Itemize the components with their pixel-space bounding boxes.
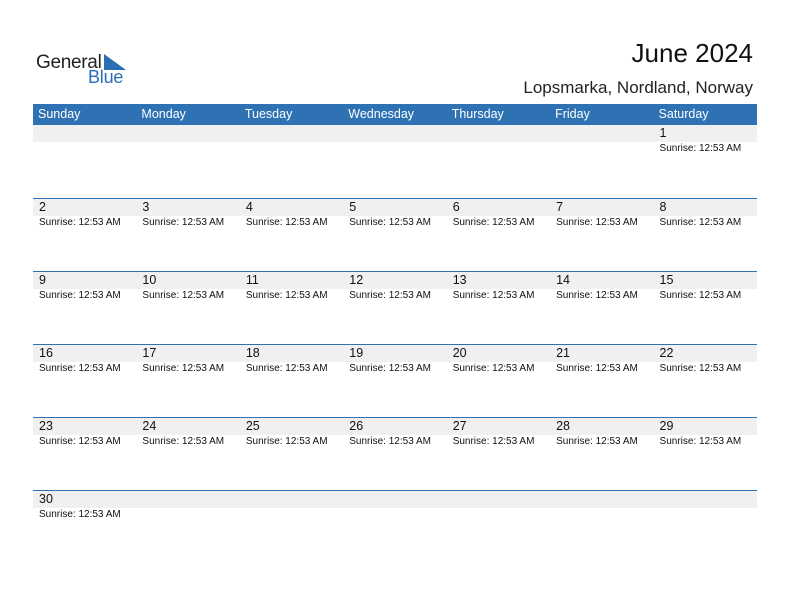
weekday-friday: Friday (555, 107, 590, 121)
day-cell (240, 272, 343, 344)
day-number: 18 (245, 346, 260, 360)
day-number: 8 (659, 200, 667, 214)
day-cell (447, 199, 550, 271)
day-number: 24 (142, 419, 157, 433)
day-cell (550, 418, 653, 490)
day-number: 30 (39, 492, 53, 506)
day-cell (550, 345, 653, 417)
empty-day-cell (447, 125, 550, 198)
weekday-tuesday: Tuesday (244, 107, 293, 121)
day-number: 9 (39, 273, 46, 287)
day-number: 10 (142, 273, 157, 287)
weekday-sunday: Sunday (38, 107, 81, 121)
sunrise-time: Sunrise: 12:53 AM (556, 217, 638, 228)
day-number: 16 (39, 346, 53, 360)
location-subtitle: Lopsmarka, Nordland, Norway (523, 78, 753, 97)
week-grid (33, 199, 757, 271)
week-grid (33, 272, 757, 344)
sunrise-time: Sunrise: 12:53 AM (245, 363, 328, 374)
week-grid (33, 418, 757, 490)
empty-day-cell (343, 491, 446, 563)
calendar-week-row (33, 490, 757, 563)
day-cell (136, 345, 239, 417)
day-number: 12 (349, 273, 364, 287)
empty-day-cell (240, 125, 343, 198)
day-number: 28 (556, 419, 571, 433)
logo-text-blue: Blue (88, 67, 124, 87)
day-cell (343, 345, 446, 417)
calendar-week-row (33, 125, 757, 198)
day-cell (654, 345, 757, 417)
sunrise-time: Sunrise: 12:53 AM (349, 217, 431, 228)
day-cell (240, 418, 343, 490)
day-number: 29 (659, 419, 674, 433)
sunrise-time: Sunrise: 12:53 AM (142, 436, 225, 447)
day-cell (550, 272, 653, 344)
day-number: 6 (452, 200, 460, 214)
day-number: 3 (142, 200, 150, 214)
day-cell (240, 345, 343, 417)
empty-day-cell (447, 491, 550, 563)
day-cell (33, 491, 136, 563)
day-number: 17 (142, 346, 157, 360)
day-number: 15 (659, 273, 674, 287)
page-title: June 2024 (631, 38, 753, 68)
day-cell (343, 272, 446, 344)
day-cell (654, 199, 757, 271)
day-number: 25 (245, 419, 260, 433)
sunrise-time: Sunrise: 12:53 AM (39, 290, 121, 301)
day-cell (33, 272, 136, 344)
week-grid (33, 125, 757, 198)
sunrise-time: Sunrise: 12:53 AM (245, 436, 328, 447)
sunrise-time: Sunrise: 12:53 AM (39, 509, 121, 520)
day-number: 14 (556, 273, 571, 287)
weekday-wednesday: Wednesday (348, 107, 415, 121)
day-number: 11 (245, 273, 259, 287)
day-number: 2 (39, 200, 46, 214)
calendar (33, 104, 757, 563)
sunrise-time: Sunrise: 12:53 AM (556, 363, 638, 374)
day-number: 7 (556, 200, 564, 214)
sunrise-time: Sunrise: 12:53 AM (245, 217, 328, 228)
week-grid (33, 491, 757, 563)
sunrise-time: Sunrise: 12:53 AM (556, 436, 638, 447)
sunrise-time: Sunrise: 12:53 AM (39, 217, 121, 228)
day-cell (33, 345, 136, 417)
sunrise-time: Sunrise: 12:53 AM (452, 363, 535, 374)
empty-day-cell (343, 125, 446, 198)
sunrise-time: Sunrise: 12:53 AM (659, 217, 742, 228)
day-cell (447, 418, 550, 490)
brand-logo (36, 52, 136, 88)
sunrise-time: Sunrise: 12:53 AM (142, 363, 225, 374)
day-cell (550, 199, 653, 271)
sunrise-time: Sunrise: 12:53 AM (39, 436, 121, 447)
day-number: 19 (349, 346, 364, 360)
day-cell (654, 125, 757, 198)
sunrise-time: Sunrise: 12:53 AM (659, 143, 742, 154)
day-cell (33, 418, 136, 490)
sunrise-time: Sunrise: 12:53 AM (39, 363, 121, 374)
day-cell (343, 199, 446, 271)
empty-day-cell (654, 491, 757, 563)
day-number: 23 (39, 419, 53, 433)
sunrise-time: Sunrise: 12:53 AM (452, 290, 535, 301)
sunrise-time: Sunrise: 12:53 AM (245, 290, 328, 301)
day-cell (240, 199, 343, 271)
logo-text-general: General (36, 52, 102, 73)
day-number: 13 (452, 273, 467, 287)
day-number: 4 (245, 200, 253, 214)
day-cell (136, 272, 239, 344)
day-cell (654, 418, 757, 490)
day-cell (136, 199, 239, 271)
day-cell (447, 272, 550, 344)
day-number: 20 (452, 346, 467, 360)
day-cell (447, 345, 550, 417)
sunrise-time: Sunrise: 12:53 AM (452, 217, 535, 228)
sunrise-time: Sunrise: 12:53 AM (142, 217, 225, 228)
calendar-week-row (33, 344, 757, 417)
sunrise-time: Sunrise: 12:53 AM (349, 363, 431, 374)
week-grid (33, 345, 757, 417)
day-number: 21 (556, 346, 571, 360)
sunrise-time: Sunrise: 12:53 AM (556, 290, 638, 301)
sunrise-time: Sunrise: 12:53 AM (142, 290, 225, 301)
weekday-saturday: Saturday (658, 107, 709, 121)
empty-day-cell (550, 491, 653, 563)
weekday-monday: Monday (141, 107, 186, 121)
calendar-week-row (33, 198, 757, 271)
empty-day-cell (240, 491, 343, 563)
sunrise-time: Sunrise: 12:53 AM (659, 290, 742, 301)
day-cell (654, 272, 757, 344)
sunrise-time: Sunrise: 12:53 AM (659, 436, 742, 447)
empty-day-cell (550, 125, 653, 198)
empty-day-cell (136, 491, 239, 563)
day-number: 27 (452, 419, 467, 433)
empty-day-cell (33, 125, 136, 198)
calendar-week-row (33, 417, 757, 490)
weekday-thursday: Thursday (451, 107, 504, 121)
calendar-week-row (33, 271, 757, 344)
weekday-header (33, 104, 757, 125)
day-cell (33, 199, 136, 271)
empty-day-cell (136, 125, 239, 198)
day-number: 26 (349, 419, 364, 433)
day-number: 5 (349, 200, 357, 214)
sunrise-time: Sunrise: 12:53 AM (349, 436, 431, 447)
calendar-weeks (33, 125, 757, 563)
sunrise-time: Sunrise: 12:53 AM (659, 363, 742, 374)
sunrise-time: Sunrise: 12:53 AM (452, 436, 535, 447)
day-number: 1 (659, 126, 667, 140)
day-number: 22 (659, 346, 674, 360)
day-cell (343, 418, 446, 490)
day-cell (136, 418, 239, 490)
sunrise-time: Sunrise: 12:53 AM (349, 290, 431, 301)
